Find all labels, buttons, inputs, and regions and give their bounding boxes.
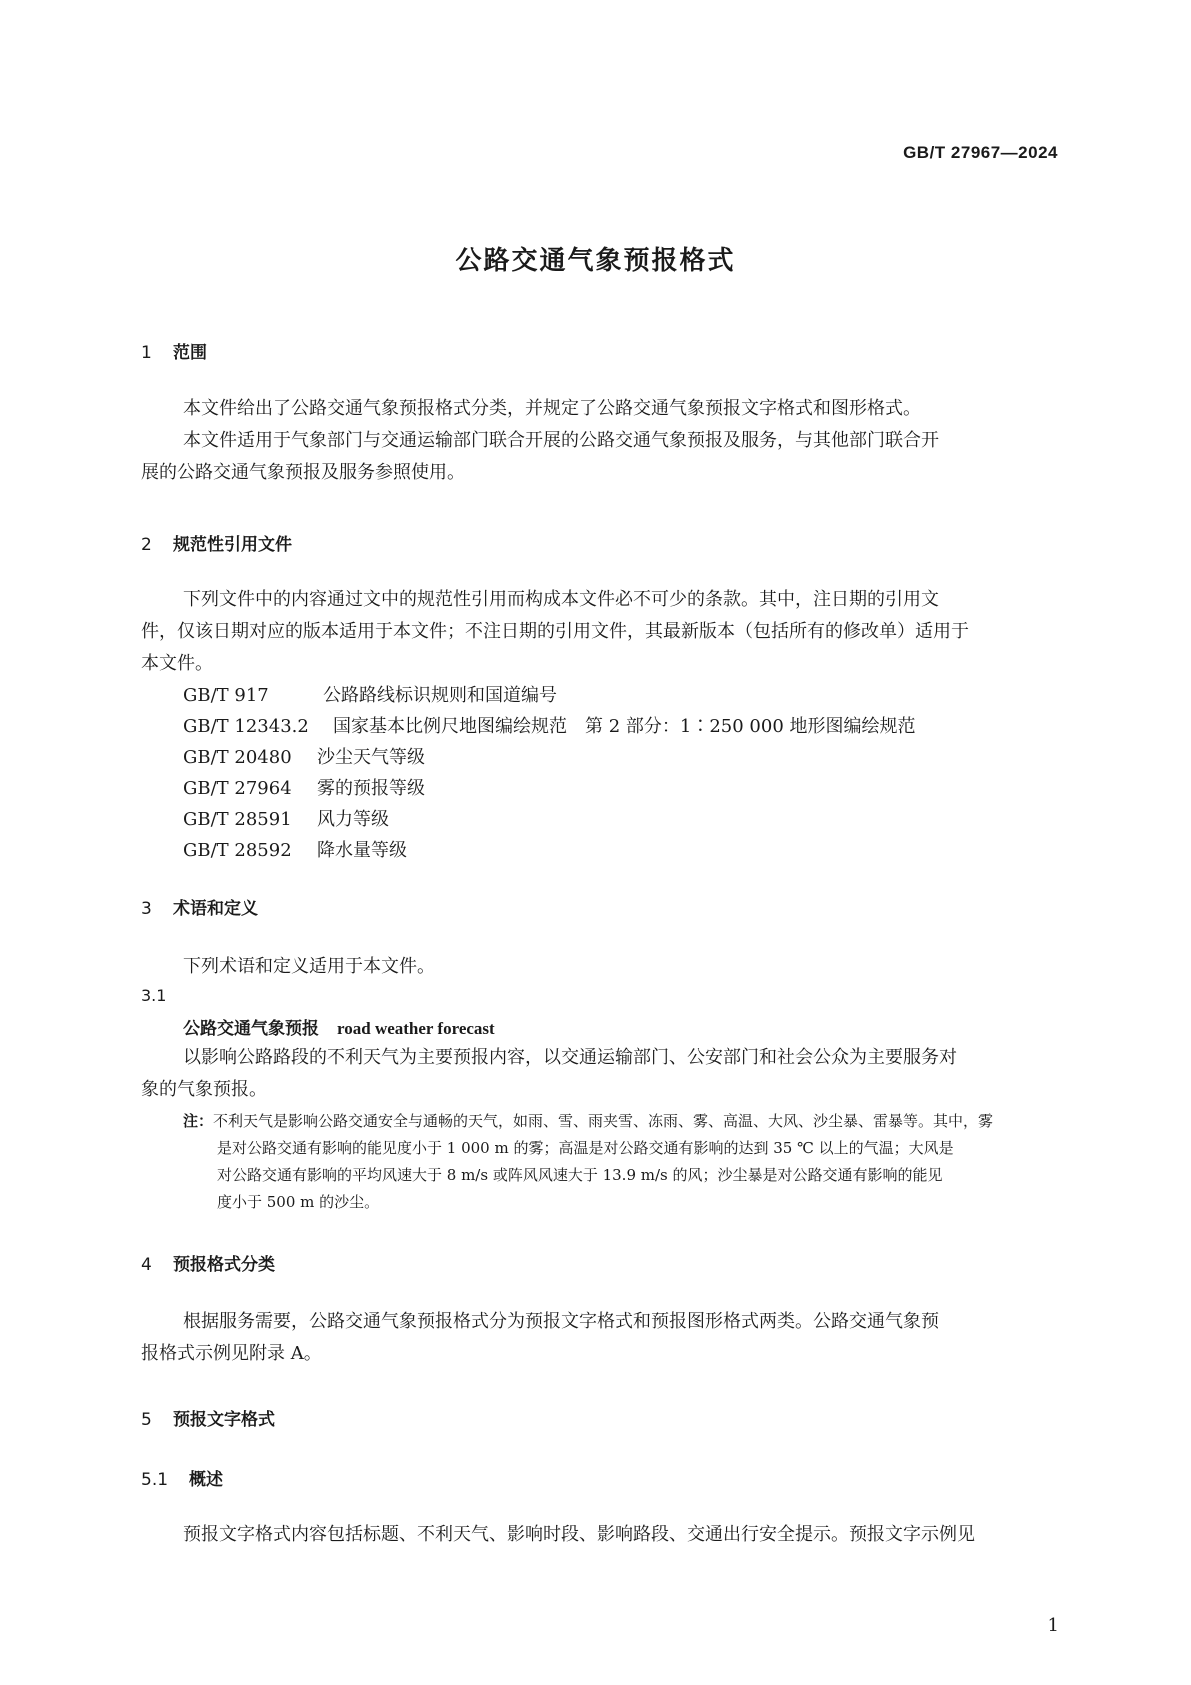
subsection-5-1-heading [141,1465,223,1490]
section-5-heading [141,1405,275,1430]
reference-code: GB/T 12343.2 [183,716,309,737]
note-line-1: 不利天气是影响公路交通安全与通畅的天气，如雨、雪、雨夹雪、冻雨、雾、高温、大风、沙尘暴、雷暴等。其中，雾 [213,1112,994,1130]
subsection-number: 5.1 [141,1470,169,1490]
term-entry [183,1014,495,1039]
reference-item [183,836,407,862]
section-number: 1 [141,343,152,363]
section-2-paragraph-line-2: 件，仅该日期对应的版本适用于本文件；不注日期的引用文件，其最新版本（包括所有的修改单）适用于 [141,621,969,642]
section-2-heading [141,530,292,555]
section-1-paragraph-1: 本文件给出了公路交通气象预报格式分类，并规定了公路交通气象预报文字格式和图形格式。 [183,398,921,419]
reference-code: GB/T 20480 [183,747,292,768]
term-definition-line-1: 以影响公路路段的不利天气为主要预报内容，以交通运输部门、公安部门和社会公众为主要服务对 [183,1047,957,1068]
section-4-paragraph-line-2: 报格式示例见附录 A。 [141,1343,322,1364]
document-title: 公路交通气象预报格式 [455,246,736,276]
subsection-title: 概述 [189,1470,223,1490]
term-definition-line-2: 象的气象预报。 [141,1079,267,1100]
section-title: 范围 [173,343,207,363]
reference-name: 风力等级 [317,809,389,830]
note-line-2: 是对公路交通有影响的能见度小于 1 000 m 的雾；高温是对公路交通有影响的达到 35 ℃ 以上的气温；大风是 [217,1139,954,1157]
term-english: road weather forecast [337,1019,495,1038]
section-2-paragraph-line-1: 下列文件中的内容通过文中的规范性引用而构成本文件必不可少的条款。其中，注日期的引用文 [183,589,939,610]
reference-code: GB/T 27964 [183,778,292,799]
section-number: 2 [141,535,152,555]
section-2-paragraph-line-3: 本文件。 [141,653,213,674]
term-chinese: 公路交通气象预报 [183,1019,319,1039]
section-title: 预报格式分类 [173,1255,275,1275]
reference-name: 国家基本比例尺地图编绘规范 第 2 部分：1∶250 000 地形图编绘规范 [333,716,916,737]
standard-number: GB/T 27967—2024 [903,143,1058,162]
reference-name: 降水量等级 [317,840,407,861]
reference-code: GB/T 917 [183,685,269,706]
section-title: 术语和定义 [173,899,258,919]
section-3-paragraph: 下列术语和定义适用于本文件。 [183,956,435,977]
section-number: 4 [141,1255,152,1275]
section-1-paragraph-2-line-2: 展的公路交通气象预报及服务参照使用。 [141,462,465,483]
section-5-paragraph: 预报文字格式内容包括标题、不利天气、影响时段、影响路段、交通出行安全提示。预报文字示例见 [183,1524,975,1545]
note-label: 注： [183,1112,214,1130]
section-4-heading [141,1250,275,1275]
page-number: 1 [1047,1615,1059,1636]
reference-item [183,805,389,831]
reference-name: 雾的预报等级 [317,778,425,799]
note-line-3: 对公路交通有影响的平均风速大于 8 m/s 或阵风风速大于 13.9 m/s 的风；沙尘暴是对公路交通有影响的能见 [217,1166,943,1184]
reference-code: GB/T 28591 [183,809,292,830]
section-4-paragraph-line-1: 根据服务需要，公路交通气象预报格式分为预报文字格式和预报图形格式两类。公路交通气象预 [183,1311,939,1332]
reference-item [183,774,425,800]
section-number: 5 [141,1410,152,1430]
section-1-heading [141,338,207,363]
section-number: 3 [141,899,152,919]
note-line-4: 度小于 500 m 的沙尘。 [217,1193,380,1211]
section-title: 规范性引用文件 [173,535,292,555]
section-1-paragraph-2-line-1: 本文件适用于气象部门与交通运输部门联合开展的公路交通气象预报及服务，与其他部门联合开 [183,430,939,451]
note-block [183,1108,1059,1216]
reference-item [183,712,916,738]
reference-code: GB/T 28592 [183,840,292,861]
reference-item [183,743,425,769]
reference-item [183,681,557,707]
section-title: 预报文字格式 [173,1410,275,1430]
reference-name: 沙尘天气等级 [317,747,425,768]
reference-name: 公路路线标识规则和国道编号 [323,685,557,706]
section-3-heading [141,894,258,919]
term-number: 3.1 [141,986,167,1005]
